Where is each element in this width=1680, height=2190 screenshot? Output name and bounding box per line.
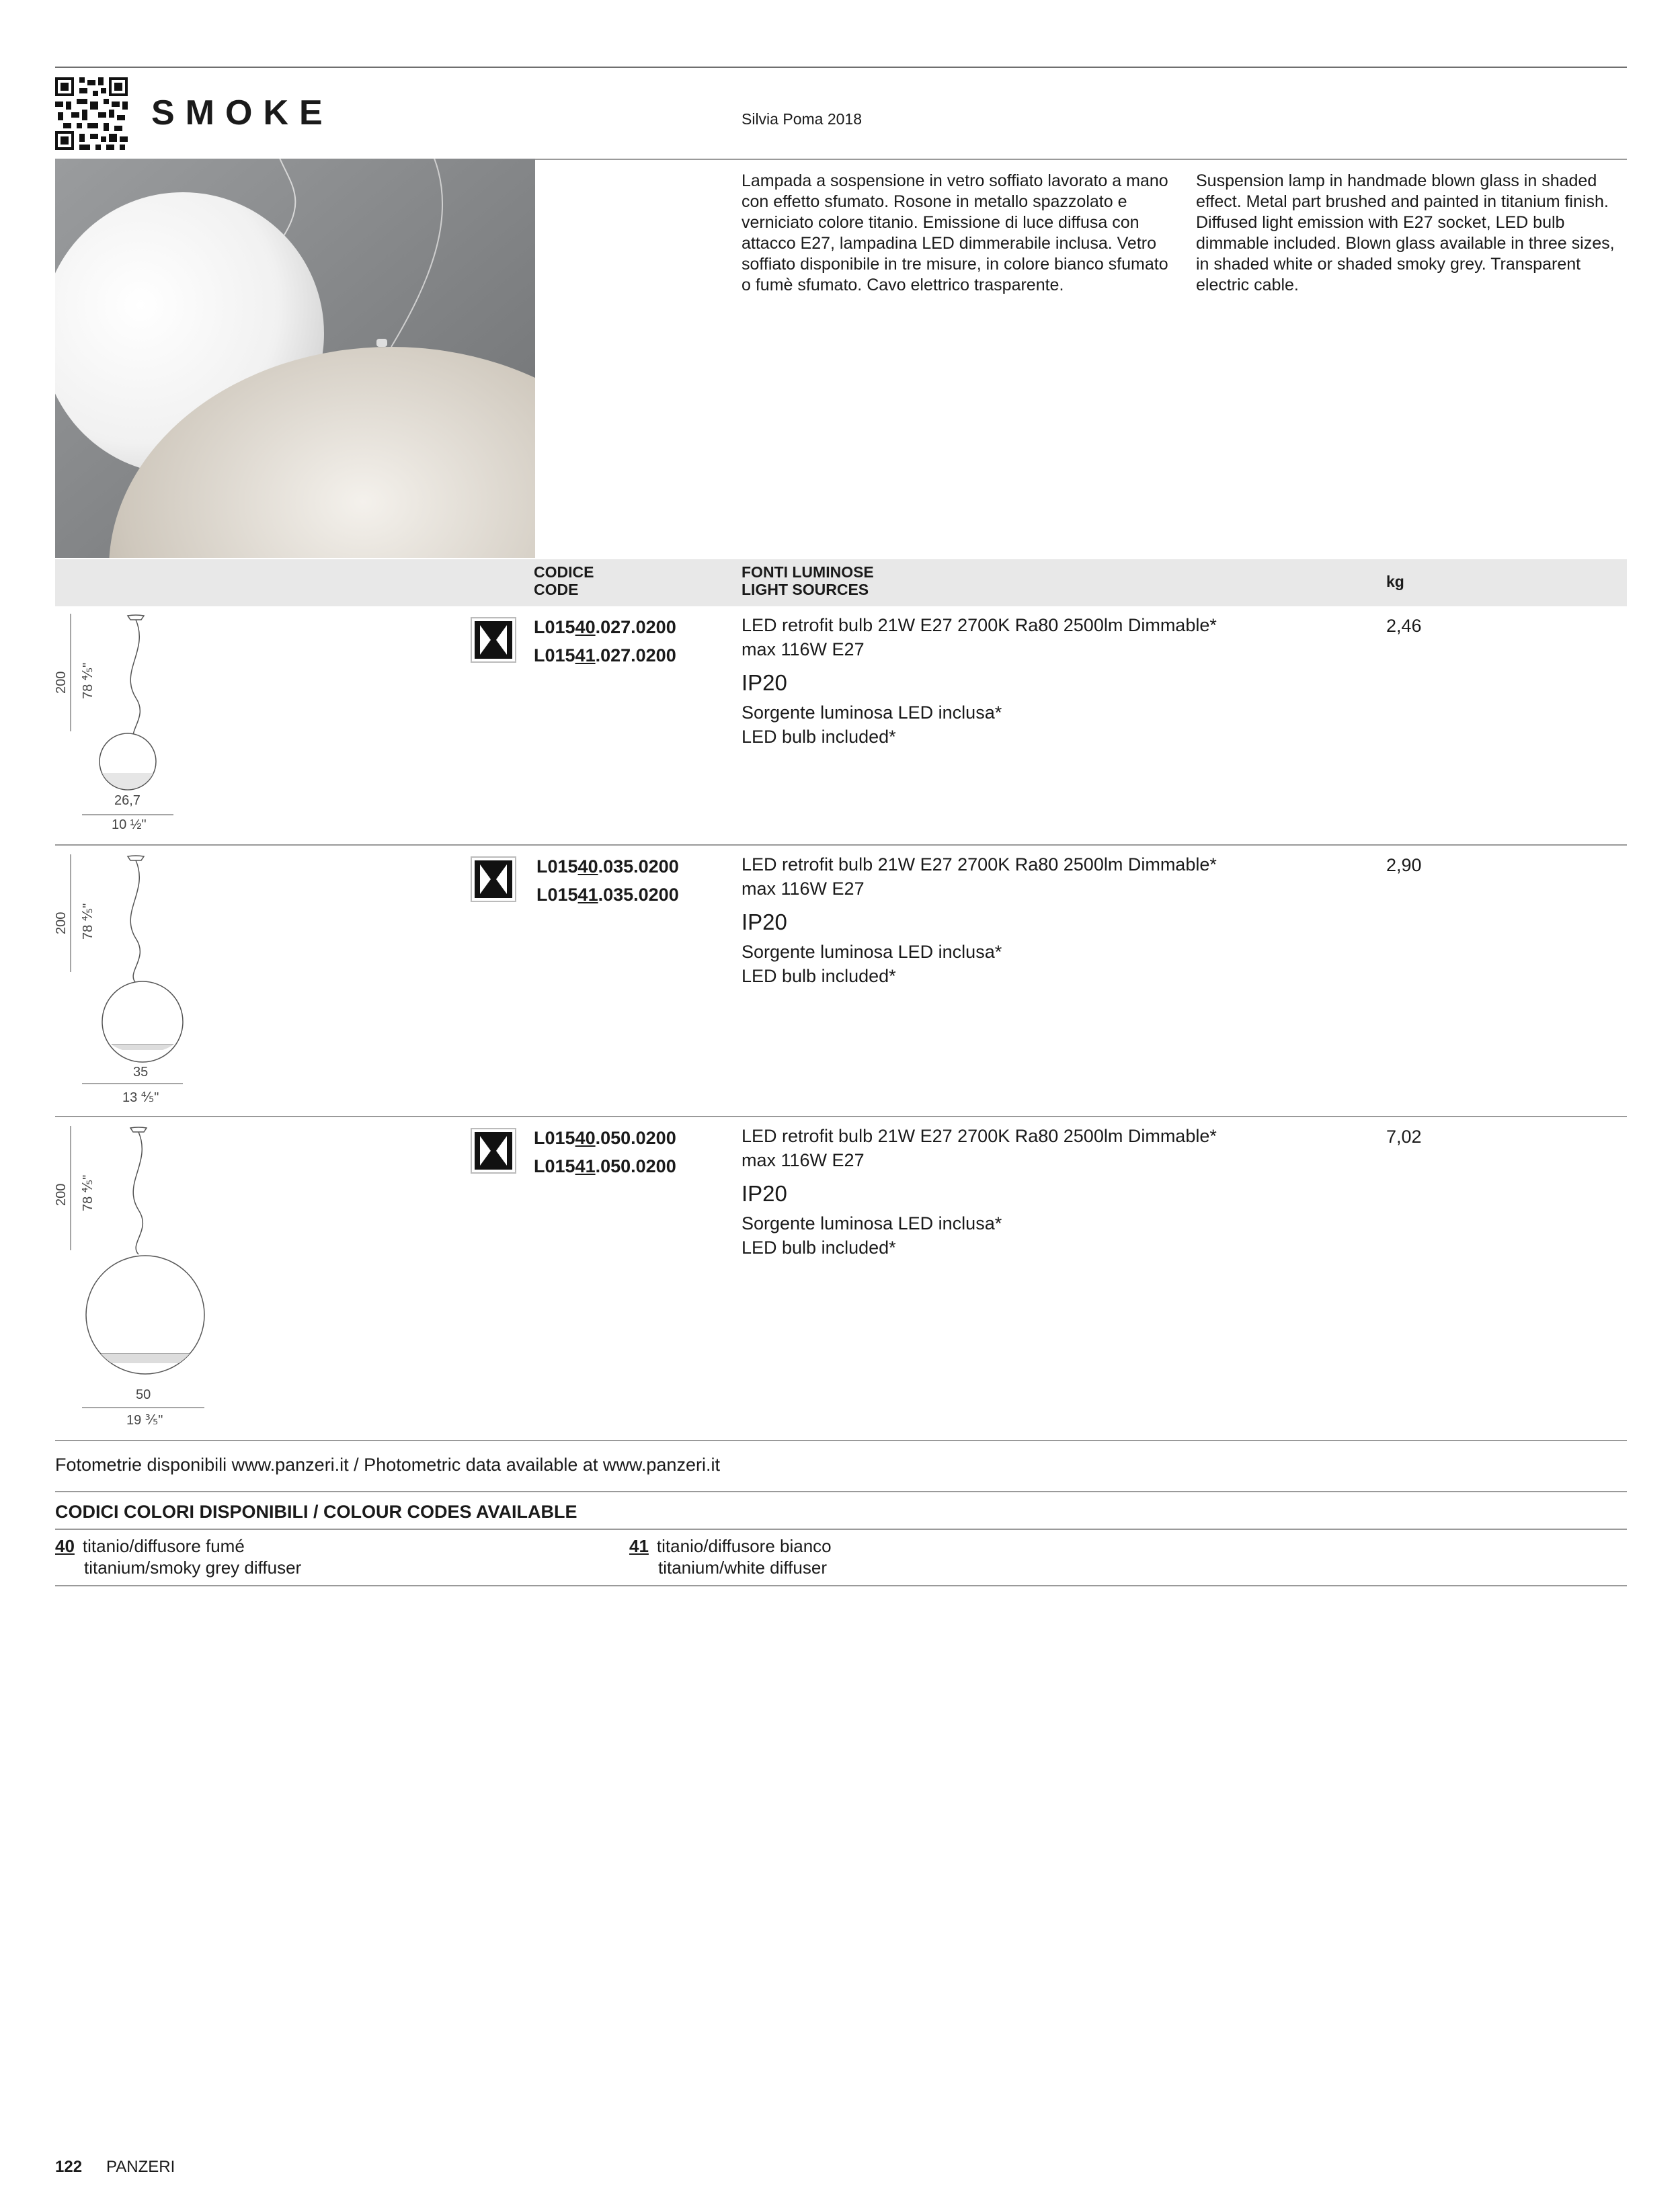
insulation-class-icon [471,1128,516,1174]
colour-code-number: 40 [55,1536,75,1556]
light-source-3 [742,1124,1217,1260]
code-suffix: .027.0200 [595,617,676,637]
height-cm-label: 200 [54,1183,69,1206]
code-colour: 40 [575,617,596,637]
weight-value: 2,46 [1386,616,1422,636]
section-rule [55,1585,1627,1586]
sources-header-it: FONTI LUMINOSE [742,563,874,581]
code-suffix: .050.0200 [595,1156,676,1176]
sources-header-en: LIGHT SOURCES [742,581,869,598]
description-english: Suspension lamp in handmade blown glass in shaded effect. Metal part brushed and painted in titanium finish. Diffused light emission with E27 socket, LED bulb dimmable included. Blown glass available in three sizes, in shaded white or shaded smoky grey. Transparent electric cable. [1196,171,1615,294]
height-in-label: 78 ⅘" [81,662,95,699]
source-line: LED retrofit bulb 21W E27 2700K Ra80 2500lm Dimmable* [742,615,1217,635]
code-prefix: L015 [534,1128,575,1148]
code-column-header [534,563,594,598]
brand-name: PANZERI [106,2158,175,2176]
product-codes-1 [534,613,676,670]
height-in-label: 78 ⅘" [81,1174,95,1211]
code-colour: 40 [575,1128,596,1148]
product-codes-2 [536,852,679,909]
source-line: LED retrofit bulb 21W E27 2700K Ra80 2500lm Dimmable* [742,854,1217,875]
code-line [536,852,679,881]
source-note-en: LED bulb included* [742,1238,896,1258]
kg-column-header: kg [1386,573,1404,590]
diameter-cm-label: 50 [136,1387,151,1402]
diameter-cm-label: 35 [133,1065,149,1080]
page-number: 122 [55,2158,83,2176]
page-footer [55,2158,175,2177]
code-colour: 41 [575,1156,596,1176]
photometric-note: Fotometrie disponibili www.panzeri.it / Photometric data available at www.panzeri.it [55,1455,720,1475]
code-line [536,881,679,909]
colour-code-en: titanium/white diffuser [658,1557,827,1578]
source-line: max 116W E27 [742,639,865,659]
section-rule [55,1529,1627,1530]
source-note-it: Sorgente luminosa LED inclusa* [742,1213,1002,1233]
weight-value: 7,02 [1386,1127,1422,1147]
ip-rating: IP20 [742,909,787,934]
code-prefix: L015 [536,856,578,877]
row-divider [55,1116,1627,1117]
colour-code-it: titanio/diffusore bianco [656,1536,832,1556]
sources-column-header [742,563,874,598]
diameter-cm-label: 26,7 [114,793,141,808]
source-note-it: Sorgente luminosa LED inclusa* [742,942,1002,962]
row-divider [55,844,1627,846]
source-note-en: LED bulb included* [742,966,896,986]
height-cm-label: 200 [54,911,69,934]
code-suffix: .035.0200 [598,856,679,877]
colour-code-en: titanium/smoky grey diffuser [84,1557,302,1578]
colour-code-item [629,1535,832,1578]
code-line [534,1152,676,1180]
height-cm-label: 200 [54,671,69,694]
code-prefix: L015 [534,645,575,665]
insulation-class-icon [471,856,516,902]
code-suffix: .027.0200 [595,645,676,665]
code-prefix: L015 [536,885,578,905]
code-prefix: L015 [534,1156,575,1176]
product-photo [55,159,535,558]
diameter-in-label: 13 ⅘" [122,1090,159,1105]
diameter-in-label: 19 ⅗" [126,1413,163,1428]
code-prefix: L015 [534,617,575,637]
product-title: SMOKE [151,93,333,132]
lamp-drawing-large [55,1123,223,1412]
colour-code-it: titanio/diffusore fumé [82,1536,245,1556]
ip-rating: IP20 [742,670,787,695]
code-line [534,641,676,670]
code-colour: 40 [577,856,598,877]
source-line: LED retrofit bulb 21W E27 2700K Ra80 2500lm Dimmable* [742,1126,1217,1146]
source-note-en: LED bulb included* [742,727,896,747]
lamp-drawing-medium [55,851,210,1100]
code-header-it: CODICE [534,563,594,581]
code-line [534,1124,676,1152]
code-colour: 41 [577,885,598,905]
source-line: max 116W E27 [742,879,865,899]
source-line: max 116W E27 [742,1150,865,1170]
code-line [534,613,676,641]
colour-code-number: 41 [629,1536,649,1556]
top-rule [55,67,1627,68]
weight-value: 2,90 [1386,855,1422,875]
product-photo-image [55,159,535,558]
colour-code-line [629,1535,832,1557]
qr-code-icon [55,77,128,150]
code-colour: 41 [575,645,596,665]
colour-code-line [55,1535,301,1557]
light-source-2 [742,852,1217,988]
code-header-en: CODE [534,581,579,598]
source-note-it: Sorgente luminosa LED inclusa* [742,702,1002,723]
insulation-class-icon [471,617,516,663]
ip-rating: IP20 [742,1181,787,1206]
height-in-label: 78 ⅘" [81,903,95,940]
light-source-1 [742,613,1217,749]
designer-credit: Silvia Poma 2018 [742,110,862,128]
code-suffix: .035.0200 [598,885,679,905]
product-codes-3 [534,1124,676,1180]
colour-codes-heading: CODICI COLORI DISPONIBILI / COLOUR CODES AVAILABLE [55,1502,577,1522]
diameter-in-label: 10 ½" [112,817,147,832]
colour-code-item [55,1535,301,1578]
code-suffix: .050.0200 [595,1128,676,1148]
description-italian: Lampada a sospensione in vetro soffiato lavorato a mano con effetto sfumato. Rosone in metallo spazzolato e verniciato colore titanio. Emissione di luce diffusa con attacco E27, lampadina LED dimmerabile inclusa. Vetro soffiato disponibile in tre misure, in colore bianco sfumato o fumè sfumato. Cavo elettrico trasparente. [742,171,1168,294]
section-rule [55,1491,1627,1492]
row-divider [55,1440,1627,1441]
